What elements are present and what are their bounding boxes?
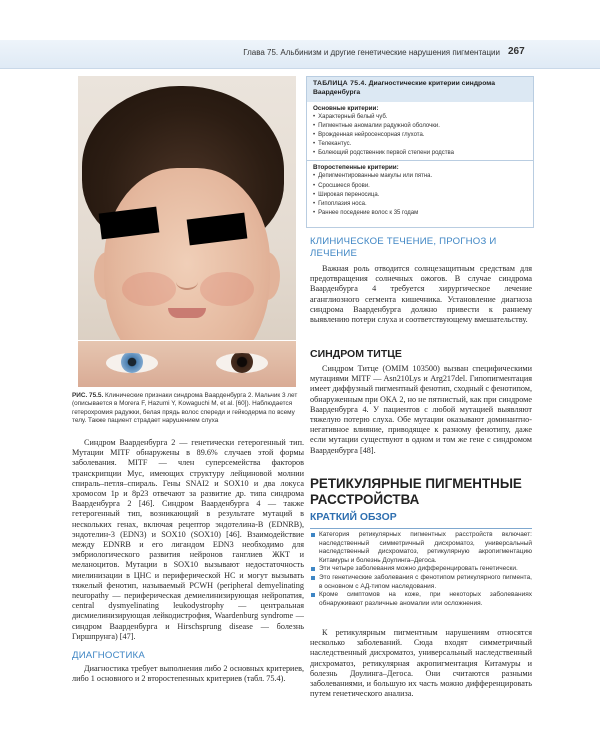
criterion-item: • Болеющий родственник первой степени родства [313,149,527,158]
summary-item: Это генетические заболевания с фенотипом ретикулярного пигмента, в основном с АД-типом наследования. [310,574,532,591]
summary-item: Кроме симптомов на коже, при некоторых заболеваниях обнаруживают различные аномалии или осложнения. [310,591,532,608]
figure-caption-text: Клинические признаки синдрома Ваарденбурга 2. Мальчик 3 лет (описывается в Morera F, Hazumi Y, Kowaguchi M, et al. [60]). Наблюдается гетерохромия радужки, белая прядь волос спереди и гейкодерма по всему телу. Также пациент страдает нарушением слуха [72,392,298,424]
eyes-closeup-inset [78,340,296,387]
clinical-course-text: Важная роль отводится солнцезащитным средствам для предотвращения солнечных ожогов. В случае синдрома Ваарденбурга 4 требуется хирургическое лечение аганглиозного сегмента кишечника. Установление диагноза синдрома Ваарденбурга должно привести к раннему выявлению потери слуха и соответствующему вмешательству. [310,264,532,325]
clinical-course-heading: КЛИНИЧЕСКОЕ ТЕЧЕНИЕ, ПРОГНОЗ И ЛЕЧЕНИЕ [310,236,497,259]
table-label: ТАБЛИЦА 75.4. [313,80,367,87]
reticular-text: К ретикулярным пигментным нарушениям относятся несколько заболеваний. Сюда входят симметричный наследственный дисхроматоз, универсальный наследственный дисхроматоз, ретикулярная акропигментация Китамуры и болезнь Доулинга–Дегоса. Они считаются разными заболеваниями, и большую их часть можно дифференцировать путем генетического анализа. [310,628,532,699]
major-criteria [307,102,533,160]
criterion-item: • Сросшиеся брови. [313,182,527,191]
summary-item: Эти четыре заболевания можно дифференцировать генетически. [310,565,532,574]
eye-left-blue [106,353,158,373]
diagnostics-text: Диагностика требует выполнения либо 2 основных критериев, либо 1 основного и 2 второстепенных критериев (табл. 75.4). [72,664,304,684]
table-header [307,77,533,102]
table-title: Диагностические критерии синдрома Ваарденбурга [313,80,495,96]
criterion-item: • Гипоплазия носа. [313,200,527,209]
summary-list [310,528,532,608]
diagnostics-heading: ДИАГНОСТИКА [72,650,145,661]
summary-item: Категория ретикулярных пигментных расстройств включает: наследственный симметричный дисхроматоз, универсальный наследственный дисхроматоз, ретикулярную акропигментацию Китамуры и болезнь Доулинга–Дегоса. [310,531,532,565]
figure-caption [72,392,304,425]
tietz-heading: СИНДРОМ ТИТЦЕ [310,348,402,360]
running-title: Глава 75. Альбинизм и другие генетические нарушения пигментации [243,48,500,57]
iris-brown [231,353,253,373]
minor-criteria-title: Второстепенные критерии: [313,164,399,172]
major-criteria-title: Основные критерии: [313,105,379,112]
photo-cheek-left [122,272,176,306]
eye-right-brown [216,353,268,373]
criterion-item: • Пигментные аномалии радужной оболочки. [313,122,527,131]
criterion-item: • Врожденная нейросенсорная глухота. [313,131,527,140]
figure-label: РИС. 75.5. [72,392,104,399]
photo-mouth [168,308,206,318]
left-column-paragraph: Синдром Ваарденбурга 2 — генетически гетерогенный тип. Мутации MITF обнаружены в 89.6% случаев этой формы заболевания. MITF — член суперсемейства факторов транскрипции Myc, имеющих структуру лейциновой молнии спираль–петля–спираль. Гены SNAI2 и SOX10 и два локуса хромосом 1p и 8p23 отвечают за развитие др. типа синдрома Ваарденбурга 2 [46]. Синдром Ваарденбурга 4 — также гетерогенный тип, возникающий в результате мутаций в нескольких генах, включая рецептор эндотелина-B (EDNRB), эндотелин-3 (EDN3) и SOX10 (SOX10) [46]. Взаимодействие между EDNRB и его лигандом EDN3 необходимо для эмбриологического развития нейронов ганглиев ЖКТ и меланоцитов. Мутации в SOX10 вызывают недостаточность миелинизации в ЦНС и периферической НС и могут вызывать тяжелый фенотип, называемый PCWH (peripheral demyelinating neuropathy — периферическая демиелинизирующая нейропатия, central dysmyelinating leukodystrophy — центральная дисмиелинизирующая лейкодистрофия, Waardenburg syndrome — синдром Ваарденбурга и Hirschsprung disease — болезнь Гиршпрунга) [47]. [72,438,304,641]
photo-nose [176,274,198,290]
reticular-heading: РЕТИКУЛЯРНЫЕ ПИГМЕНТНЫЕ РАССТРОЙСТВА [310,476,522,507]
criterion-item: • Депигментированные макулы или пятна. [313,172,527,181]
criterion-item: • Раннее поседение волос к 35 годам [313,209,527,218]
criteria-table [306,76,534,228]
page-number: 267 [508,46,525,57]
criterion-item: • Телекантус. [313,140,527,149]
minor-criteria [307,160,533,219]
summary-heading: КРАТКИЙ ОБЗОР [310,512,397,523]
criterion-item: • Характерный белый чуб. [313,113,527,122]
iris-blue [121,353,143,373]
criterion-item: • Широкая переносица. [313,191,527,200]
tietz-text: Синдром Титце (OMIM 103500) вызван специфическими мутациями MITF — Asn210Lys и Arg217del. Гипопигментация имеет диффузный пигментный фенотип, сходный с фенотипом, обнаруженным при ОКА 2, но не пятнистый, как при синдроме Ваарденбурга 4. У пациентов с любой мутацией выявляют тяжелую потерю слуха. Обе мутации оказывают доминантно-негативное влияние, приводящее к разному фенотипу, даже если мутации существуют в одном и том же гене с синдромом Ваарденбурга [48]. [310,364,532,455]
photo-cheek-right [200,272,254,306]
